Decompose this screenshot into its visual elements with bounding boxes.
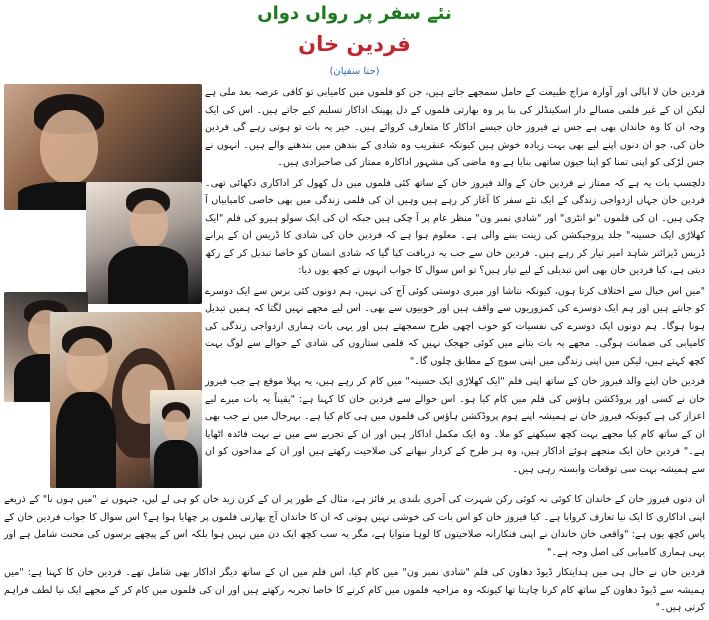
article-byline: (حنا سفیان)	[329, 66, 380, 77]
article-body-column	[205, 84, 705, 481]
body-paragraph: فردین خان اپنے والد فیروز خان کے ساتھ اپنی فلم "ایک کھلاڑی ایک حسینہ" میں کام کر رہے ہیں، یہ پہلا موقع ہے جب فیروز خان نے کسی اور پروڈکشن ہاؤس کی فلم میں کام کیا ہو۔ اس حوالے سے فردین خان کا کہنا ہے: "یقیناً یہ بات میرے لیے اعزاز کی ہے کیونکہ فیروز خان نے ہمیشہ اپنے ہوم پروڈکشن ہاؤس کی فلموں میں ہی کام کیا ہے۔ بہرحال میں نے جب بھی ان کے ساتھ کام کیا مجھے بہت کچھ سیکھنے کو ملا۔ وہ ایک مکمل اداکار ہیں اور ان کے تجربے سے میں نے بہت فائدہ اٹھایا ہے۔" فردین خان ایک منجھے ہوئے اداکار ہیں، وہ ہر طرح کے کردار نبھانے کی صلاحیت رکھتے ہیں اور ان کے مداحوں کو ان سے ہمیشہ بہت سی توقعات وابستہ رہی ہیں۔	[205, 376, 705, 475]
photo-portrait-5	[150, 390, 202, 488]
article-headline: نئے سفر پر رواں دواں	[257, 3, 452, 24]
photo-portrait-2	[86, 182, 202, 304]
body-paragraph: فردین خان لا ابالی اور آوارہ مزاج طبیعت کے حامل سمجھے جاتے ہیں، جن کو فلموں میں کامیابی تو کافی عرصہ بعد ملی ہے لیکن ان کے غیر فلمی مسالے دار اسکینڈلز کی بنا پر وہ بھارتی فلموں کے دل پھینک اداکار تسلیم کیے جاتے ہیں۔ اس کی ایک وجہ ان کا وہ خاندان بھی ہے جس نے فیروز خان جیسے اداکار کا متعارف کروائے ہیں۔ خیر یہ بات تو ہوتی رہے گی فردین خان کی، جو ان دنوں اپنے لیے بھی بہت زیادہ خوش ہیں کیونکہ عنقریب وہ شادی کے بندھن میں بندھنے والے ہیں۔ انہوں نے جس لڑکی کو اپنی تمنا کو اپنا جیون ساتھی بنایا ہے وہ ماضی کی مشہور اداکارہ ممتاز کی صاحبزادی ہیں۔	[205, 87, 705, 168]
body-paragraph: "میں اس خیال سے اختلاف کرتا ہوں، کیونکہ نتاشا اور میری دوستی کوئی آج کی نہیں، ہم دونوں کئی برس سے ایک دوسرے کو جانتے ہیں اور ہم ایک دوسرے کی کمزوریوں سے واقف ہیں اور خوبیوں سے بھی۔ اس لیے مجھے نہیں لگتا کہ ہمیں تبدیل ہونا ہوگا۔ ہم دونوں ایک دوسرے کی نفسیات کو خوب اچھی طرح سمجھتے ہیں اور یہی بات ہماری ازدواجی زندگی کی کامیابی کی ضمانت ہوگی۔ مجھے یہ بات بتانے میں کوئی جھجک نہیں کہ فلمی ستاروں کی شادی کے حوالے سے لوگ بہت کچھ کہتے ہیں، لیکن میں اپنی زندگی میں اپنی سوچ کے مطابق چلوں گا۔"	[205, 285, 705, 367]
body-paragraph: فردین خان نے حال ہی میں ہدایتکار ڈیوڈ دھاون کی فلم "شادی نمبر ون" میں کام کیا، اس فلم میں ان کے ساتھ دیگر اداکار بھی شامل تھے۔ فردین خان کا کہنا ہے: "میں ہمیشہ سے ڈیوڈ دھاون کے ساتھ کام کرنا چاہتا تھا کیونکہ وہ مزاحیہ فلموں میں کام کرنے کا خاصا تجربہ رکھتے ہیں اور ان کی فلموں میں کام کر کے مجھے ایک نیا لطف فراہم کرتی ہیں۔"	[4, 567, 705, 613]
photo-collage	[4, 84, 202, 488]
article-body-full	[4, 491, 705, 620]
body-paragraph: دلچسپ بات یہ ہے کہ ممتاز نے فردین خان کے والد فیروز خان کے ساتھ کئی فلموں میں دل کھول کر اداکاری دکھائی تھی۔ فردین خان جہاں ازدواجی زندگی کے ایک نئے سفر کا آغاز کر رہے ہیں وہیں ان کی فلمی زندگی میں بھی خاصی کامیابیاں آ چکی ہیں۔ ان کی فلموں "نو انٹری" اور "شادی نمبر ون" منظر عام پر آ چکی ہیں جبکہ ان کی ایک سولو ہیرو کی فلم "ایک کھلاڑی ایک حسینہ" جلد پروجیکشن کی زینت بننے والی ہے۔ معلوم ہوا ہے کہ فردین خان کی شادی کا ڈریس ان کے پرانے ڈریس ڈیزائنر شاہد امیر تیار کر رہے ہیں۔ فردین خان سے جب یہ دریافت کیا گیا کہ شادی انسان کو خاصا تبدیل کر کے رکھ دیتی ہے، کیا فردین خان بھی اس تبدیلی کے لیے تیار ہیں؟ تو اس سوال کا جواب انہوں نے کچھ یوں دیا:	[205, 177, 705, 276]
body-paragraph: ان دنوں فیروز خان کے خاندان کا کوئی نہ کوئی رکن شہرت کی آخری بلندی پر فائز ہے، مثال کے طور پر ان کے کزن زید خان کو ہی لے لیں، جنہوں نے "میں ہوں نا" کے ذریعے اپنی اداکاری کا ایک نیا تعارف کروایا ہے۔ کیا فیروز خان کو اس بات کی خوشی نہیں ہوتی کہ ان کا خاندان آج بھارتی فلموں پر چھایا ہوا ہے؟ اس سوال کا جواب فردین خان کے پاس کچھ یوں ہے: "واقعی خان خاندان نے اپنی فنکارانہ صلاحیتوں کا لوہا منوایا ہے، مگر یہ سب کچھ ایک دن میں نہیں ہوا بلکہ اس کے پیچھے برسوں کی محنت شامل ہے اور یہی ہماری کامیابی کی اصل وجہ ہے۔"	[4, 494, 705, 558]
article-name-title: فردین خان	[298, 32, 411, 56]
